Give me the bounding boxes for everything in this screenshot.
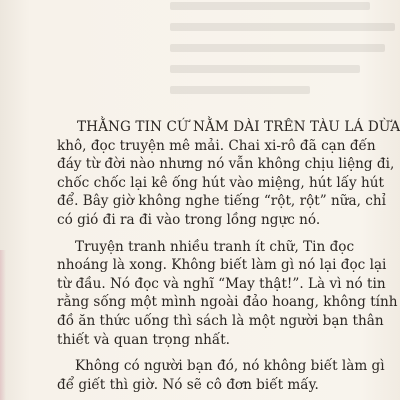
paragraph-2-line-1: Truyện tranh nhiều tranh ít chữ, Tin đọc [75, 238, 355, 255]
paragraph-1-line-1: THẰNG TIN CỨ NẰM DÀI TRÊN TÀU LÁ DỪA [77, 119, 400, 135]
body-text [57, 118, 400, 394]
page-edge [0, 250, 6, 400]
paragraph-2-line-3: từ đầu. Nó đọc và nghĩ “May thật!”. Là vì nó tin [57, 275, 386, 292]
paragraph-1-line-2: khô, đọc truyện mê mải. Chai xi-rô đã cạn đến [57, 137, 376, 154]
paragraph-1-line-4: chốc chốc lại kê ống hút vào miệng, hút lấy hút [57, 174, 384, 191]
paragraph-1-line-3: đáy từ đời nào nhưng nó vẫn không chịu liệng đi, [57, 156, 395, 173]
paragraph-1 [57, 118, 400, 230]
paragraph-2-line-4: rằng sống một mình ngoài đảo hoang, không tính [57, 294, 398, 311]
paragraph-2-line-5: đồ ăn thức uống thì sách là một người bạn thân [57, 312, 384, 329]
bleed-through-text [170, 2, 400, 102]
paragraph-2-line-6: thiết và quan trọng nhất. [57, 331, 231, 348]
paragraph-1-line-5: để. Bây giờ không nghe tiếng “rột, rột” nữa, chỉ [57, 193, 386, 210]
paragraph-2-line-2: nhoáng là xong. Không biết làm gì nó lại đọc lại [57, 257, 387, 274]
paragraph-2 [57, 238, 398, 350]
paragraph-1-line-6: có gió đi ra đi vào trong lồng ngực nó. [57, 211, 321, 228]
paragraph-3 [57, 357, 389, 394]
paragraph-3-line-1: Không có người bạn đó, nó không biết làm gì [75, 358, 385, 375]
paragraph-3-line-2: để giết thì giờ. Nó sẽ cô đơn biết mấy. [57, 376, 319, 393]
